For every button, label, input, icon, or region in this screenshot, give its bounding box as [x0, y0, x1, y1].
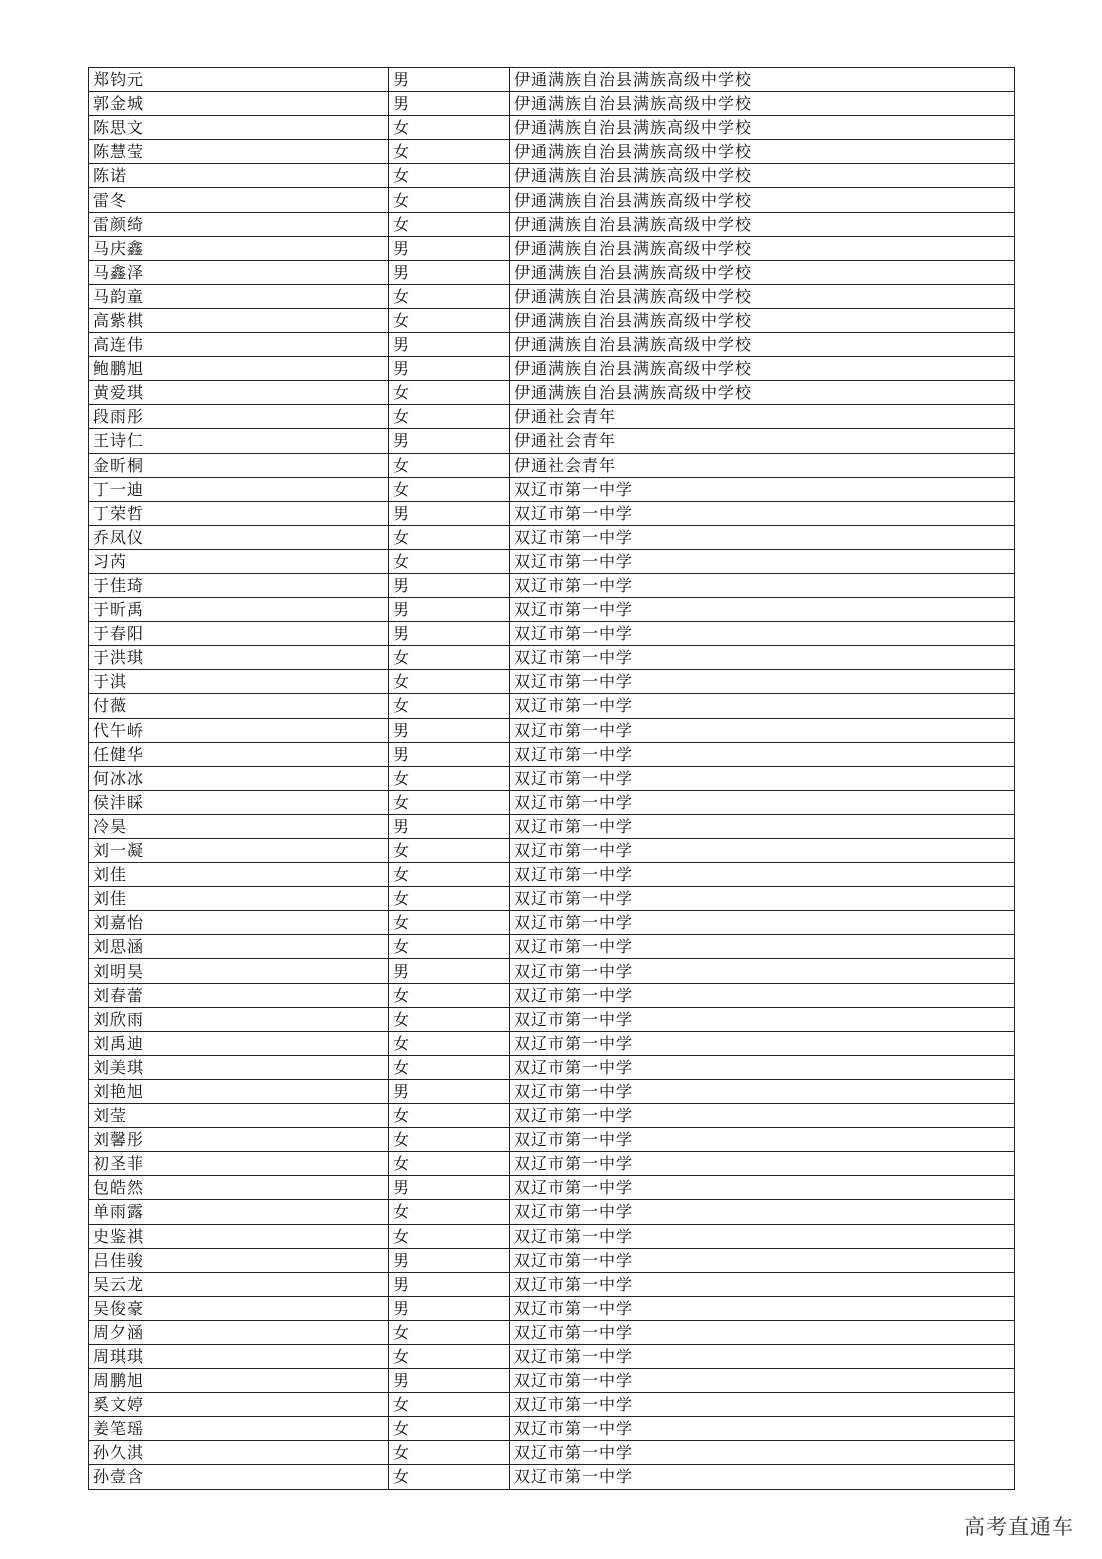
table-row — [89, 236, 1015, 260]
gender-cell: 女 — [389, 670, 510, 694]
gender-cell: 男 — [389, 92, 510, 116]
gender-cell: 女 — [389, 1055, 510, 1079]
table-row — [89, 92, 1015, 116]
school-cell: 双辽市第一中学 — [510, 983, 1015, 1007]
school-cell: 双辽市第一中学 — [510, 1007, 1015, 1031]
school-cell: 双辽市第一中学 — [510, 573, 1015, 597]
table-row — [89, 1055, 1015, 1079]
school-cell: 双辽市第一中学 — [510, 911, 1015, 935]
name-cell: 于昕禹 — [89, 598, 389, 622]
gender-cell: 女 — [389, 284, 510, 308]
name-cell: 单雨露 — [89, 1200, 389, 1224]
table-row — [89, 1417, 1015, 1441]
gender-cell: 女 — [389, 1465, 510, 1489]
name-cell: 金昕桐 — [89, 453, 389, 477]
table-row — [89, 308, 1015, 332]
table-row — [89, 501, 1015, 525]
gender-cell: 女 — [389, 1007, 510, 1031]
table-row — [89, 573, 1015, 597]
table-row — [89, 1441, 1015, 1465]
gender-cell: 男 — [389, 429, 510, 453]
table-row — [89, 790, 1015, 814]
name-cell: 马庆鑫 — [89, 236, 389, 260]
name-cell: 何冰冰 — [89, 766, 389, 790]
school-cell: 双辽市第一中学 — [510, 1296, 1015, 1320]
school-cell: 伊通满族自治县满族高级中学校 — [510, 116, 1015, 140]
school-cell: 双辽市第一中学 — [510, 622, 1015, 646]
gender-cell: 男 — [389, 1176, 510, 1200]
table-row — [89, 1200, 1015, 1224]
name-cell: 陈思文 — [89, 116, 389, 140]
table-row — [89, 1152, 1015, 1176]
name-cell: 陈慧莹 — [89, 140, 389, 164]
name-cell: 刘欣雨 — [89, 1007, 389, 1031]
gender-cell: 男 — [389, 959, 510, 983]
school-cell: 双辽市第一中学 — [510, 1344, 1015, 1368]
name-cell: 吴云龙 — [89, 1272, 389, 1296]
table-row — [89, 718, 1015, 742]
school-cell: 双辽市第一中学 — [510, 670, 1015, 694]
school-cell: 伊通满族自治县满族高级中学校 — [510, 164, 1015, 188]
name-cell: 任健华 — [89, 742, 389, 766]
school-cell: 双辽市第一中学 — [510, 1055, 1015, 1079]
table-row — [89, 1248, 1015, 1272]
name-cell: 吕佳骏 — [89, 1248, 389, 1272]
school-cell: 双辽市第一中学 — [510, 598, 1015, 622]
table-row — [89, 959, 1015, 983]
name-cell: 周夕涵 — [89, 1320, 389, 1344]
school-cell: 伊通满族自治县满族高级中学校 — [510, 140, 1015, 164]
gender-cell: 女 — [389, 1128, 510, 1152]
name-cell: 丁一迪 — [89, 477, 389, 501]
school-cell: 双辽市第一中学 — [510, 1104, 1015, 1128]
gender-cell: 女 — [389, 453, 510, 477]
gender-cell: 女 — [389, 1200, 510, 1224]
gender-cell: 女 — [389, 839, 510, 863]
table-row — [89, 935, 1015, 959]
table-row — [89, 646, 1015, 670]
table-row — [89, 766, 1015, 790]
gender-cell: 男 — [389, 814, 510, 838]
table-row — [89, 814, 1015, 838]
table-row — [89, 1104, 1015, 1128]
name-cell: 包皓然 — [89, 1176, 389, 1200]
school-cell: 双辽市第一中学 — [510, 1128, 1015, 1152]
school-cell: 双辽市第一中学 — [510, 1320, 1015, 1344]
name-cell: 刘春蕾 — [89, 983, 389, 1007]
name-cell: 雷冬 — [89, 188, 389, 212]
table-row — [89, 1369, 1015, 1393]
name-cell: 侯沣睬 — [89, 790, 389, 814]
school-cell: 双辽市第一中学 — [510, 1417, 1015, 1441]
gender-cell: 女 — [389, 525, 510, 549]
table-row — [89, 333, 1015, 357]
name-cell: 刘佳 — [89, 887, 389, 911]
gender-cell: 女 — [389, 1393, 510, 1417]
name-cell: 姜笔瑶 — [89, 1417, 389, 1441]
name-cell: 于洪琪 — [89, 646, 389, 670]
gender-cell: 女 — [389, 1104, 510, 1128]
school-cell: 双辽市第一中学 — [510, 525, 1015, 549]
name-cell: 刘莹 — [89, 1104, 389, 1128]
school-cell: 双辽市第一中学 — [510, 790, 1015, 814]
watermark: 高考直通车 — [964, 1515, 1074, 1539]
name-cell: 丁荣哲 — [89, 501, 389, 525]
school-cell: 双辽市第一中学 — [510, 887, 1015, 911]
name-cell: 刘禹迪 — [89, 1031, 389, 1055]
gender-cell: 女 — [389, 1031, 510, 1055]
name-cell: 陈诺 — [89, 164, 389, 188]
school-cell: 双辽市第一中学 — [510, 646, 1015, 670]
gender-cell: 女 — [389, 1224, 510, 1248]
name-cell: 刘馨彤 — [89, 1128, 389, 1152]
table-row — [89, 887, 1015, 911]
table-row — [89, 453, 1015, 477]
table-row — [89, 477, 1015, 501]
school-cell: 伊通社会青年 — [510, 405, 1015, 429]
name-cell: 马韵童 — [89, 284, 389, 308]
gender-cell: 男 — [389, 598, 510, 622]
name-cell: 马鑫泽 — [89, 260, 389, 284]
school-cell: 双辽市第一中学 — [510, 1272, 1015, 1296]
school-cell: 伊通满族自治县满族高级中学校 — [510, 381, 1015, 405]
name-cell: 郭金城 — [89, 92, 389, 116]
table-row — [89, 164, 1015, 188]
school-cell: 伊通满族自治县满族高级中学校 — [510, 68, 1015, 92]
gender-cell: 女 — [389, 477, 510, 501]
gender-cell: 男 — [389, 357, 510, 381]
school-cell: 伊通满族自治县满族高级中学校 — [510, 212, 1015, 236]
name-cell: 史鉴祺 — [89, 1224, 389, 1248]
school-cell: 伊通满族自治县满族高级中学校 — [510, 333, 1015, 357]
school-cell: 双辽市第一中学 — [510, 814, 1015, 838]
table-row — [89, 1344, 1015, 1368]
name-cell: 代午峤 — [89, 718, 389, 742]
name-cell: 郑钧元 — [89, 68, 389, 92]
school-cell: 双辽市第一中学 — [510, 1465, 1015, 1489]
gender-cell: 男 — [389, 333, 510, 357]
gender-cell: 女 — [389, 1417, 510, 1441]
table-row — [89, 68, 1015, 92]
table-row — [89, 1296, 1015, 1320]
school-cell: 双辽市第一中学 — [510, 1176, 1015, 1200]
school-cell: 双辽市第一中学 — [510, 1441, 1015, 1465]
gender-cell: 女 — [389, 911, 510, 935]
gender-cell: 男 — [389, 1369, 510, 1393]
table-row — [89, 1320, 1015, 1344]
gender-cell: 男 — [389, 1272, 510, 1296]
gender-cell: 男 — [389, 718, 510, 742]
name-cell: 奚文婷 — [89, 1393, 389, 1417]
name-cell: 于春阳 — [89, 622, 389, 646]
school-cell: 双辽市第一中学 — [510, 1079, 1015, 1103]
name-cell: 高连伟 — [89, 333, 389, 357]
name-cell: 于淇 — [89, 670, 389, 694]
school-cell: 双辽市第一中学 — [510, 766, 1015, 790]
school-cell: 伊通满族自治县满族高级中学校 — [510, 236, 1015, 260]
name-cell: 鲍鹏旭 — [89, 357, 389, 381]
gender-cell: 男 — [389, 68, 510, 92]
name-cell: 乔凤仪 — [89, 525, 389, 549]
school-cell: 伊通满族自治县满族高级中学校 — [510, 92, 1015, 116]
name-cell: 刘艳旭 — [89, 1079, 389, 1103]
name-cell: 周琪琪 — [89, 1344, 389, 1368]
table-row — [89, 405, 1015, 429]
gender-cell: 女 — [389, 1320, 510, 1344]
gender-cell: 女 — [389, 983, 510, 1007]
table-row — [89, 598, 1015, 622]
table-row — [89, 188, 1015, 212]
school-cell: 伊通社会青年 — [510, 453, 1015, 477]
gender-cell: 男 — [389, 260, 510, 284]
name-cell: 孙久淇 — [89, 1441, 389, 1465]
name-cell: 刘嘉怡 — [89, 911, 389, 935]
gender-cell: 男 — [389, 1248, 510, 1272]
school-cell: 双辽市第一中学 — [510, 1369, 1015, 1393]
name-cell: 黄爱琪 — [89, 381, 389, 405]
school-cell: 双辽市第一中学 — [510, 1393, 1015, 1417]
gender-cell: 男 — [389, 742, 510, 766]
school-cell: 双辽市第一中学 — [510, 694, 1015, 718]
table-row — [89, 1079, 1015, 1103]
school-cell: 双辽市第一中学 — [510, 1031, 1015, 1055]
school-cell: 双辽市第一中学 — [510, 1200, 1015, 1224]
table-row — [89, 863, 1015, 887]
school-cell: 双辽市第一中学 — [510, 477, 1015, 501]
school-cell: 双辽市第一中学 — [510, 935, 1015, 959]
school-cell: 伊通满族自治县满族高级中学校 — [510, 357, 1015, 381]
school-cell: 双辽市第一中学 — [510, 959, 1015, 983]
name-cell: 孙壹含 — [89, 1465, 389, 1489]
name-cell: 付薇 — [89, 694, 389, 718]
table-row — [89, 357, 1015, 381]
gender-cell: 女 — [389, 188, 510, 212]
name-cell: 高紫棋 — [89, 308, 389, 332]
table-row — [89, 911, 1015, 935]
school-cell: 伊通社会青年 — [510, 429, 1015, 453]
name-cell: 初圣菲 — [89, 1152, 389, 1176]
name-cell: 冷昊 — [89, 814, 389, 838]
name-cell: 雷颜绮 — [89, 212, 389, 236]
gender-cell: 女 — [389, 935, 510, 959]
school-cell: 伊通满族自治县满族高级中学校 — [510, 188, 1015, 212]
gender-cell: 女 — [389, 116, 510, 140]
gender-cell: 男 — [389, 1296, 510, 1320]
table-row — [89, 140, 1015, 164]
table-row — [89, 670, 1015, 694]
school-cell: 伊通满族自治县满族高级中学校 — [510, 308, 1015, 332]
table-row — [89, 1176, 1015, 1200]
gender-cell: 女 — [389, 1441, 510, 1465]
table-row — [89, 1007, 1015, 1031]
school-cell: 伊通满族自治县满族高级中学校 — [510, 284, 1015, 308]
gender-cell: 女 — [389, 381, 510, 405]
gender-cell: 男 — [389, 573, 510, 597]
name-cell: 刘佳 — [89, 863, 389, 887]
table-row — [89, 1393, 1015, 1417]
table-row — [89, 429, 1015, 453]
table-row — [89, 1031, 1015, 1055]
gender-cell: 女 — [389, 790, 510, 814]
school-cell: 双辽市第一中学 — [510, 1224, 1015, 1248]
gender-cell: 女 — [389, 863, 510, 887]
school-cell: 双辽市第一中学 — [510, 501, 1015, 525]
school-cell: 双辽市第一中学 — [510, 1152, 1015, 1176]
name-cell: 吴俊豪 — [89, 1296, 389, 1320]
gender-cell: 女 — [389, 766, 510, 790]
gender-cell: 男 — [389, 622, 510, 646]
name-cell: 段雨彤 — [89, 405, 389, 429]
table-row — [89, 116, 1015, 140]
gender-cell: 女 — [389, 549, 510, 573]
name-cell: 刘一凝 — [89, 839, 389, 863]
gender-cell: 女 — [389, 164, 510, 188]
school-cell: 双辽市第一中学 — [510, 718, 1015, 742]
gender-cell: 男 — [389, 1079, 510, 1103]
name-cell: 于佳琦 — [89, 573, 389, 597]
school-cell: 双辽市第一中学 — [510, 1248, 1015, 1272]
roster-table — [88, 67, 1015, 1490]
school-cell: 双辽市第一中学 — [510, 863, 1015, 887]
gender-cell: 女 — [389, 1152, 510, 1176]
name-cell: 刘明昊 — [89, 959, 389, 983]
gender-cell: 女 — [389, 405, 510, 429]
table-row — [89, 1128, 1015, 1152]
table-row — [89, 694, 1015, 718]
gender-cell: 女 — [389, 887, 510, 911]
table-row — [89, 1465, 1015, 1489]
table-row — [89, 212, 1015, 236]
table-row — [89, 742, 1015, 766]
name-cell: 习芮 — [89, 549, 389, 573]
school-cell: 双辽市第一中学 — [510, 742, 1015, 766]
gender-cell: 女 — [389, 308, 510, 332]
table-row — [89, 839, 1015, 863]
name-cell: 周鹏旭 — [89, 1369, 389, 1393]
school-cell: 双辽市第一中学 — [510, 549, 1015, 573]
table-row — [89, 1224, 1015, 1248]
gender-cell: 男 — [389, 501, 510, 525]
school-cell: 伊通满族自治县满族高级中学校 — [510, 260, 1015, 284]
name-cell: 刘美琪 — [89, 1055, 389, 1079]
table-row — [89, 622, 1015, 646]
table-row — [89, 260, 1015, 284]
roster-body — [89, 68, 1015, 1490]
table-row — [89, 284, 1015, 308]
school-cell: 双辽市第一中学 — [510, 839, 1015, 863]
gender-cell: 女 — [389, 646, 510, 670]
gender-cell: 女 — [389, 1344, 510, 1368]
table-row — [89, 525, 1015, 549]
name-cell: 刘思涵 — [89, 935, 389, 959]
name-cell: 王诗仁 — [89, 429, 389, 453]
table-row — [89, 381, 1015, 405]
gender-cell: 女 — [389, 694, 510, 718]
gender-cell: 女 — [389, 212, 510, 236]
table-row — [89, 549, 1015, 573]
gender-cell: 男 — [389, 236, 510, 260]
table-row — [89, 1272, 1015, 1296]
table-row — [89, 983, 1015, 1007]
gender-cell: 女 — [389, 140, 510, 164]
